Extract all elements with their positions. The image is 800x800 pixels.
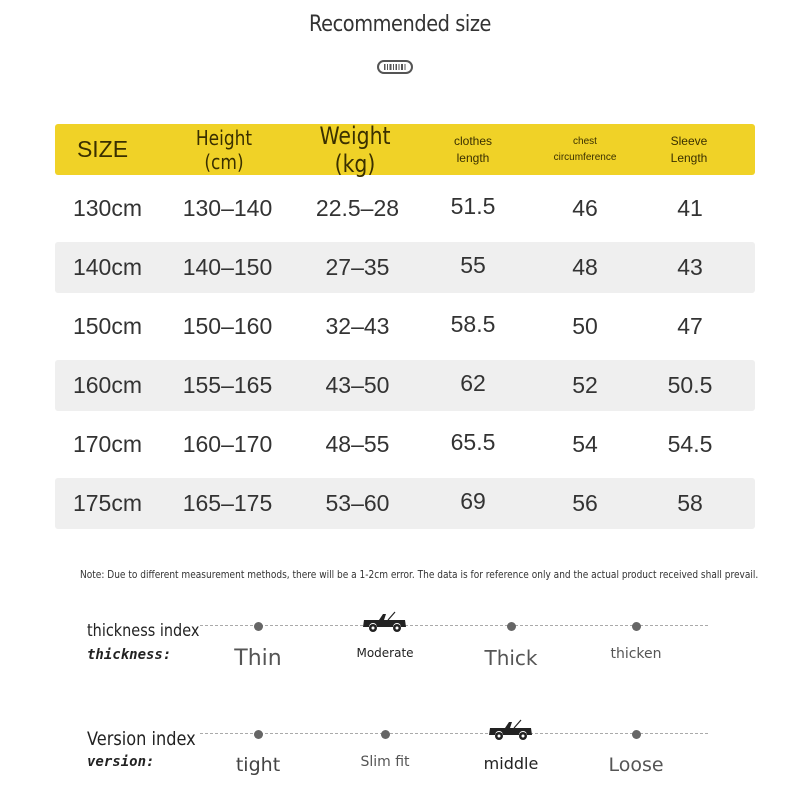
header-weight: Weight (kg) bbox=[319, 121, 391, 178]
size-table bbox=[55, 121, 755, 529]
header-sleeve-line2: Length bbox=[670, 150, 708, 165]
cell-weight: 53–60 bbox=[325, 490, 390, 516]
header-height: Height (cm) bbox=[195, 125, 253, 174]
cell-height: 155–165 bbox=[182, 372, 273, 398]
cell-height: 150–160 bbox=[182, 313, 273, 339]
cell-chest: 48 bbox=[572, 254, 598, 280]
version-option: middle bbox=[483, 754, 539, 773]
cell-weight: 27–35 bbox=[325, 254, 390, 280]
cell-height: 160–170 bbox=[182, 431, 273, 457]
header-height-wrap bbox=[165, 124, 283, 175]
version-dot bbox=[632, 730, 641, 739]
thickness-option: Thick bbox=[484, 646, 538, 670]
header-clothes-length-line1: clothes bbox=[453, 133, 493, 148]
cell-height: 165–175 bbox=[182, 490, 273, 516]
cell-sleeve: 54.5 bbox=[667, 431, 713, 457]
cell-size: 160cm bbox=[72, 372, 143, 398]
cell-weight: 32–43 bbox=[325, 313, 390, 339]
cell-size: 150cm bbox=[72, 313, 143, 339]
header-chest bbox=[535, 124, 635, 175]
cell-height: 140–150 bbox=[182, 254, 273, 280]
table-row bbox=[55, 242, 755, 293]
thickness-sub-label: thickness: bbox=[87, 647, 172, 663]
cell-length: 58.5 bbox=[450, 311, 496, 337]
cell-chest: 50 bbox=[572, 313, 598, 339]
measurement-note: Note: Due to different measurement methods, there will be a 1-2cm error. The data is for reference only and the actual product received shall prevail. bbox=[80, 568, 759, 581]
version-dot bbox=[254, 730, 263, 739]
cell-length: 65.5 bbox=[450, 429, 496, 455]
header-sleeve bbox=[645, 124, 733, 175]
barcode-icon bbox=[377, 60, 413, 74]
thickness-option: thicken bbox=[610, 646, 662, 662]
header-chest-line1: chest bbox=[573, 135, 597, 147]
thickness-dot bbox=[507, 622, 516, 631]
version-dot bbox=[381, 730, 390, 739]
thickness-option: Thin bbox=[234, 646, 282, 671]
version-label: Version index bbox=[87, 728, 196, 750]
header-size: SIZE bbox=[76, 136, 129, 162]
page-title: Recommended size bbox=[308, 12, 492, 37]
cell-size: 130cm bbox=[72, 195, 143, 221]
cell-size: 170cm bbox=[72, 431, 143, 457]
cell-sleeve: 41 bbox=[677, 195, 703, 221]
header-chest-line2: circumference bbox=[553, 151, 617, 163]
table-row bbox=[55, 301, 755, 352]
cell-chest: 54 bbox=[572, 431, 598, 457]
version-sub-label: version: bbox=[87, 754, 155, 770]
cell-chest: 56 bbox=[572, 490, 598, 516]
table-row bbox=[55, 419, 755, 470]
header-weight-wrap bbox=[290, 121, 420, 178]
cell-length: 55 bbox=[460, 252, 486, 278]
thickness-dot bbox=[632, 622, 641, 631]
version-option: Loose bbox=[608, 754, 664, 776]
cell-length: 69 bbox=[460, 488, 486, 514]
cell-weight: 43–50 bbox=[325, 372, 390, 398]
thickness-dot bbox=[254, 622, 263, 631]
cell-length: 51.5 bbox=[450, 193, 496, 219]
table-row bbox=[55, 360, 755, 411]
cell-sleeve: 50.5 bbox=[667, 372, 713, 398]
jeep-icon bbox=[487, 718, 535, 747]
thickness-option: Moderate bbox=[356, 646, 414, 660]
cell-sleeve: 58 bbox=[677, 490, 703, 516]
thickness-label: thickness index bbox=[87, 621, 200, 641]
cell-chest: 46 bbox=[572, 195, 598, 221]
cell-chest: 52 bbox=[572, 372, 598, 398]
header-clothes-length-line2: length bbox=[456, 150, 490, 165]
cell-weight: 22.5–28 bbox=[315, 195, 400, 221]
header-sleeve-line1: Sleeve bbox=[670, 133, 708, 148]
header-clothes-length bbox=[425, 124, 521, 175]
cell-size: 175cm bbox=[72, 490, 143, 516]
table-header bbox=[55, 121, 755, 178]
cell-weight: 48–55 bbox=[325, 431, 390, 457]
version-option: Slim fit bbox=[360, 754, 410, 770]
cell-size: 140cm bbox=[72, 254, 143, 280]
table-row bbox=[55, 478, 755, 529]
cell-sleeve: 47 bbox=[677, 313, 703, 339]
cell-height: 130–140 bbox=[182, 195, 273, 221]
version-option: tight bbox=[235, 754, 281, 776]
table-row bbox=[55, 183, 755, 234]
cell-sleeve: 43 bbox=[677, 254, 703, 280]
cell-length: 62 bbox=[460, 370, 486, 396]
jeep-icon bbox=[361, 610, 409, 639]
